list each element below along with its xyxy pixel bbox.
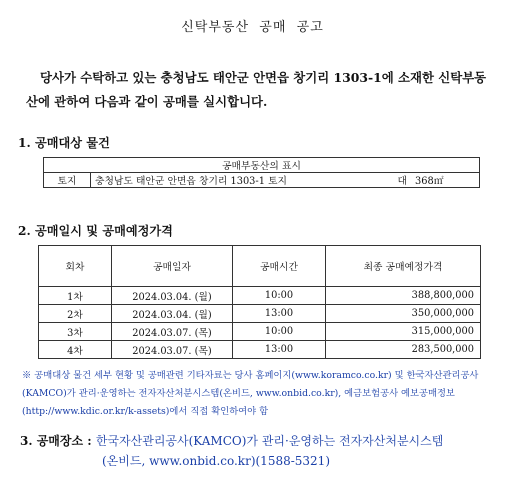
- column-header-time: 공매시간: [233, 246, 326, 287]
- price-cell: 315,000,000: [326, 323, 481, 341]
- section2-heading: 2. 공매일시 및 공매예정가격: [18, 224, 173, 238]
- intro-paragraph: 당사가 수탁하고 있는 충청남도 태안군 안면읍 창기리 1303-1에 소재한 신탁부동산에 관하여 다음과 같이 공매를 실시합니다.: [26, 70, 487, 109]
- section1-heading: 1. 공매대상 물건: [18, 136, 110, 150]
- time-cell: 13:00: [233, 341, 326, 359]
- date-cell: 2024.03.07. (목): [112, 341, 233, 359]
- reference-note: ※ 공매대상 물건 세부 현황 및 공매관련 기타자료는 당사 홈페이지(www.koramco.co.kr) 및 한국자산관리공사(KAMCO)가 관리·운영하는 전자자산처분시스템(온비드, www.onbid.co.kr), 예금보험공사 예보공매정보(http://www.kdic.or.kr/k-assets)에서 직접 확인하여야 함: [22, 370, 479, 417]
- property-area: 368㎡: [411, 173, 480, 188]
- round-cell: 1차: [39, 287, 112, 305]
- time-cell: 10:00: [233, 287, 326, 305]
- table-row: [39, 341, 481, 359]
- auction-place-line2: (온비드, www.onbid.co.kr)(1588-5321): [102, 454, 330, 468]
- auction-place-line1: 한국자산관리공사(KAMCO)가 관리·운영하는 전자자산처분시스템: [95, 434, 444, 448]
- property-table-header-row: [44, 158, 480, 173]
- column-header-date: 공매일자: [112, 246, 233, 287]
- document-title: 신탁부동산 공매 공고: [181, 20, 324, 35]
- auction-schedule-table: [38, 245, 481, 359]
- date-cell: 2024.03.04. (월): [112, 287, 233, 305]
- schedule-header-row: [39, 246, 481, 287]
- property-type: 토지: [44, 173, 91, 188]
- property-category: 대: [389, 173, 411, 188]
- property-row: [44, 173, 480, 188]
- table-row: [39, 305, 481, 323]
- price-cell: 388,800,000: [326, 287, 481, 305]
- round-cell: 3차: [39, 323, 112, 341]
- time-cell: 10:00: [233, 323, 326, 341]
- round-cell: 2차: [39, 305, 112, 323]
- property-address: 충청남도 태안군 안면읍 창기리 1303-1 토지: [91, 173, 390, 188]
- section3-label: 3. 공매장소 :: [20, 434, 96, 448]
- property-table-header: 공매부동산의 표시: [44, 158, 480, 173]
- date-cell: 2024.03.07. (목): [112, 323, 233, 341]
- time-cell: 13:00: [233, 305, 326, 323]
- section3-auction-place: [20, 431, 490, 471]
- table-row: [39, 287, 481, 305]
- round-cell: 4차: [39, 341, 112, 359]
- date-cell: 2024.03.04. (월): [112, 305, 233, 323]
- price-cell: 350,000,000: [326, 305, 481, 323]
- property-table: [43, 157, 480, 188]
- column-header-price: 최종 공매예정가격: [326, 246, 481, 287]
- price-cell: 283,500,000: [326, 341, 481, 359]
- table-row: [39, 323, 481, 341]
- column-header-round: 회차: [39, 246, 112, 287]
